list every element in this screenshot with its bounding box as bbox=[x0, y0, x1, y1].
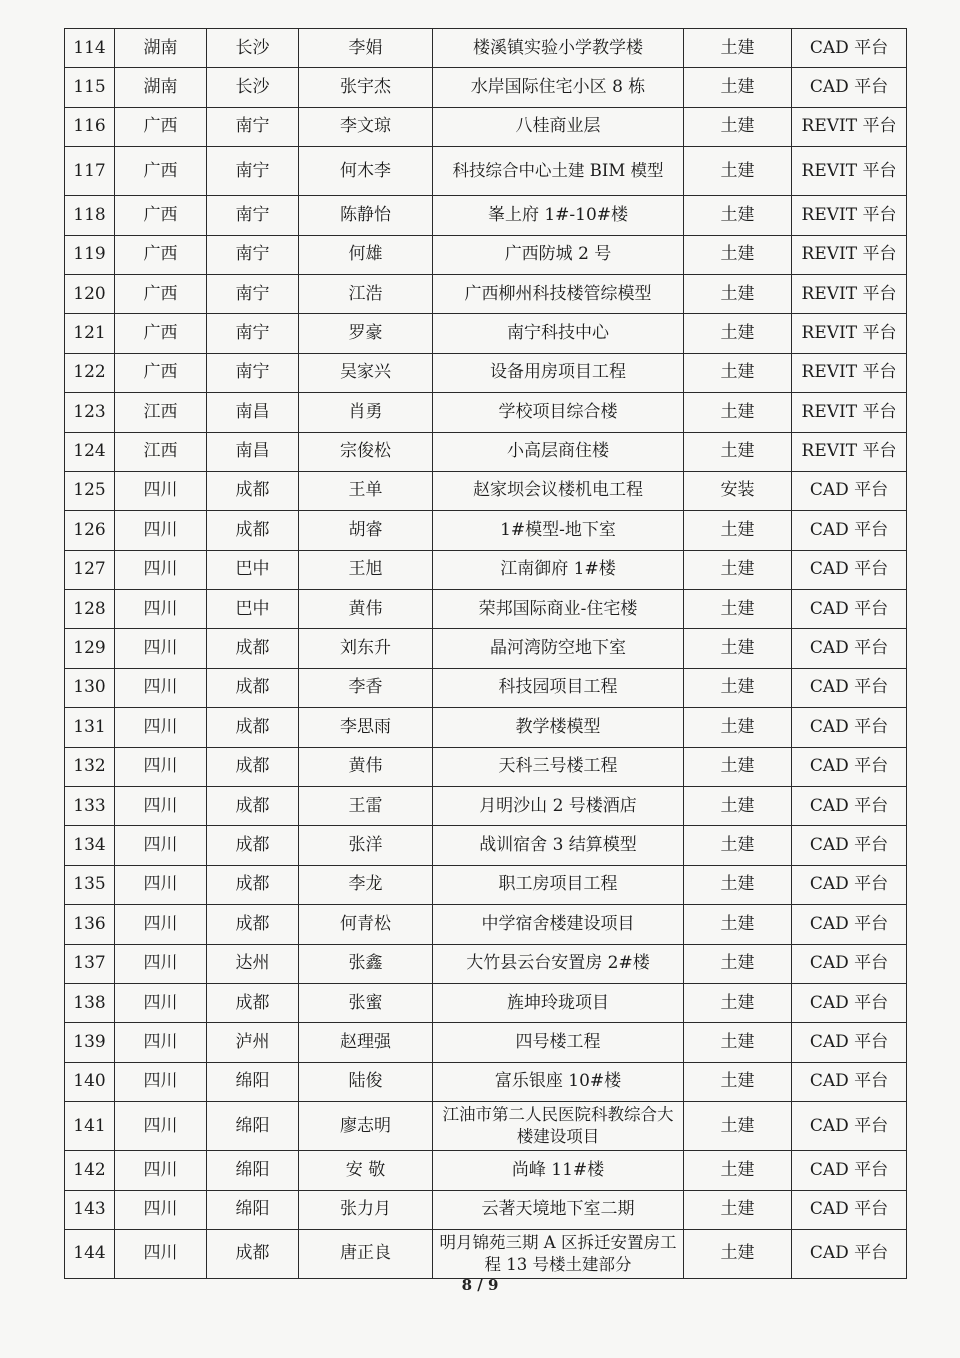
cell-type: 土建 bbox=[684, 747, 792, 786]
registration-table-sheet bbox=[64, 28, 906, 1279]
cell-type: 土建 bbox=[684, 629, 792, 668]
cell-name: 罗豪 bbox=[299, 314, 433, 353]
cell-province: 四川 bbox=[115, 826, 207, 865]
cell-type: 土建 bbox=[684, 274, 792, 313]
cell-city: 成都 bbox=[207, 983, 299, 1022]
cell-project: 1#模型-地下室 bbox=[433, 511, 684, 550]
cell-project: 小高层商住楼 bbox=[433, 432, 684, 471]
cell-type: 土建 bbox=[684, 905, 792, 944]
cell-number: 115 bbox=[65, 68, 115, 107]
cell-name: 李龙 bbox=[299, 865, 433, 904]
table-row bbox=[65, 1151, 907, 1190]
cell-number: 132 bbox=[65, 747, 115, 786]
cell-project: 荣邦国际商业-住宅楼 bbox=[433, 590, 684, 629]
cell-project: 大竹县云台安置房 2#楼 bbox=[433, 944, 684, 983]
cell-number: 118 bbox=[65, 196, 115, 235]
cell-platform: CAD 平台 bbox=[792, 629, 907, 668]
cell-city: 成都 bbox=[207, 826, 299, 865]
cell-type: 土建 bbox=[684, 787, 792, 826]
cell-name: 王雷 bbox=[299, 787, 433, 826]
table-row bbox=[65, 1023, 907, 1062]
cell-project: 楼溪镇实验小学教学楼 bbox=[433, 29, 684, 68]
cell-province: 四川 bbox=[115, 511, 207, 550]
cell-name: 李娟 bbox=[299, 29, 433, 68]
cell-province: 四川 bbox=[115, 905, 207, 944]
cell-city: 成都 bbox=[207, 787, 299, 826]
table-row bbox=[65, 550, 907, 589]
cell-type: 土建 bbox=[684, 432, 792, 471]
cell-platform: CAD 平台 bbox=[792, 68, 907, 107]
cell-province: 四川 bbox=[115, 787, 207, 826]
cell-city: 南昌 bbox=[207, 432, 299, 471]
cell-name: 唐正良 bbox=[299, 1229, 433, 1278]
cell-province: 四川 bbox=[115, 629, 207, 668]
cell-city: 长沙 bbox=[207, 68, 299, 107]
table-row bbox=[65, 29, 907, 68]
table-body bbox=[65, 29, 907, 1279]
cell-type: 土建 bbox=[684, 1062, 792, 1101]
table-row bbox=[65, 708, 907, 747]
cell-city: 南宁 bbox=[207, 107, 299, 146]
cell-province: 四川 bbox=[115, 550, 207, 589]
cell-platform: CAD 平台 bbox=[792, 944, 907, 983]
cell-number: 130 bbox=[65, 668, 115, 707]
cell-type: 土建 bbox=[684, 314, 792, 353]
cell-project: 学校项目综合楼 bbox=[433, 393, 684, 432]
cell-platform: CAD 平台 bbox=[792, 708, 907, 747]
cell-name: 何雄 bbox=[299, 235, 433, 274]
cell-project: 赵家坝会议楼机电工程 bbox=[433, 471, 684, 510]
cell-type: 土建 bbox=[684, 1229, 792, 1278]
cell-province: 广西 bbox=[115, 353, 207, 392]
cell-platform: CAD 平台 bbox=[792, 1062, 907, 1101]
cell-project: 广西柳州科技楼管综模型 bbox=[433, 274, 684, 313]
table-row bbox=[65, 1190, 907, 1229]
cell-project: 科技综合中心土建 BIM 模型 bbox=[433, 147, 684, 196]
cell-name: 张蜜 bbox=[299, 983, 433, 1022]
cell-type: 土建 bbox=[684, 107, 792, 146]
table-row bbox=[65, 590, 907, 629]
table-row bbox=[65, 235, 907, 274]
cell-city: 南宁 bbox=[207, 235, 299, 274]
cell-platform: REVIT 平台 bbox=[792, 353, 907, 392]
cell-city: 巴中 bbox=[207, 550, 299, 589]
cell-city: 巴中 bbox=[207, 590, 299, 629]
cell-city: 成都 bbox=[207, 629, 299, 668]
table-row bbox=[65, 668, 907, 707]
table-row bbox=[65, 944, 907, 983]
cell-province: 广西 bbox=[115, 235, 207, 274]
table-row bbox=[65, 147, 907, 196]
table-row bbox=[65, 1062, 907, 1101]
cell-type: 土建 bbox=[684, 393, 792, 432]
cell-city: 绵阳 bbox=[207, 1102, 299, 1151]
cell-platform: CAD 平台 bbox=[792, 511, 907, 550]
cell-province: 江西 bbox=[115, 393, 207, 432]
cell-platform: REVIT 平台 bbox=[792, 314, 907, 353]
cell-number: 128 bbox=[65, 590, 115, 629]
cell-platform: CAD 平台 bbox=[792, 826, 907, 865]
cell-number: 116 bbox=[65, 107, 115, 146]
cell-province: 广西 bbox=[115, 107, 207, 146]
cell-province: 四川 bbox=[115, 747, 207, 786]
cell-city: 绵阳 bbox=[207, 1190, 299, 1229]
cell-province: 广西 bbox=[115, 314, 207, 353]
cell-type: 土建 bbox=[684, 511, 792, 550]
cell-name: 王单 bbox=[299, 471, 433, 510]
cell-city: 绵阳 bbox=[207, 1062, 299, 1101]
cell-name: 陆俊 bbox=[299, 1062, 433, 1101]
cell-city: 长沙 bbox=[207, 29, 299, 68]
table-row bbox=[65, 629, 907, 668]
cell-project: 教学楼模型 bbox=[433, 708, 684, 747]
cell-project: 江油市第二人民医院科教综合大楼建设项目 bbox=[433, 1102, 684, 1151]
cell-city: 绵阳 bbox=[207, 1151, 299, 1190]
cell-number: 133 bbox=[65, 787, 115, 826]
cell-number: 124 bbox=[65, 432, 115, 471]
cell-city: 南昌 bbox=[207, 393, 299, 432]
cell-project: 四号楼工程 bbox=[433, 1023, 684, 1062]
cell-platform: CAD 平台 bbox=[792, 905, 907, 944]
cell-city: 南宁 bbox=[207, 274, 299, 313]
cell-project: 江南御府 1#楼 bbox=[433, 550, 684, 589]
cell-number: 141 bbox=[65, 1102, 115, 1151]
table-row bbox=[65, 353, 907, 392]
cell-type: 土建 bbox=[684, 983, 792, 1022]
table-row bbox=[65, 471, 907, 510]
cell-project: 明月锦苑三期 A 区拆迁安置房工程 13 号楼土建部分 bbox=[433, 1229, 684, 1278]
cell-platform: REVIT 平台 bbox=[792, 107, 907, 146]
cell-platform: REVIT 平台 bbox=[792, 147, 907, 196]
cell-number: 140 bbox=[65, 1062, 115, 1101]
cell-platform: REVIT 平台 bbox=[792, 274, 907, 313]
cell-project: 八桂商业层 bbox=[433, 107, 684, 146]
cell-name: 江浩 bbox=[299, 274, 433, 313]
cell-type: 土建 bbox=[684, 865, 792, 904]
cell-project: 水岸国际住宅小区 8 栋 bbox=[433, 68, 684, 107]
cell-province: 四川 bbox=[115, 1151, 207, 1190]
cell-platform: CAD 平台 bbox=[792, 590, 907, 629]
cell-platform: CAD 平台 bbox=[792, 1102, 907, 1151]
cell-type: 土建 bbox=[684, 68, 792, 107]
table-row bbox=[65, 314, 907, 353]
cell-platform: CAD 平台 bbox=[792, 983, 907, 1022]
cell-name: 李思雨 bbox=[299, 708, 433, 747]
cell-type: 土建 bbox=[684, 1102, 792, 1151]
cell-number: 125 bbox=[65, 471, 115, 510]
cell-type: 土建 bbox=[684, 668, 792, 707]
cell-project: 科技园项目工程 bbox=[433, 668, 684, 707]
cell-project: 广西防城 2 号 bbox=[433, 235, 684, 274]
cell-number: 143 bbox=[65, 1190, 115, 1229]
cell-number: 139 bbox=[65, 1023, 115, 1062]
cell-province: 四川 bbox=[115, 1102, 207, 1151]
table-row bbox=[65, 826, 907, 865]
cell-number: 129 bbox=[65, 629, 115, 668]
cell-type: 土建 bbox=[684, 1190, 792, 1229]
cell-province: 四川 bbox=[115, 1062, 207, 1101]
cell-name: 宗俊松 bbox=[299, 432, 433, 471]
cell-province: 湖南 bbox=[115, 68, 207, 107]
cell-type: 土建 bbox=[684, 550, 792, 589]
cell-name: 廖志明 bbox=[299, 1102, 433, 1151]
cell-province: 湖南 bbox=[115, 29, 207, 68]
cell-city: 南宁 bbox=[207, 314, 299, 353]
cell-project: 富乐银座 10#楼 bbox=[433, 1062, 684, 1101]
table-row bbox=[65, 747, 907, 786]
cell-type: 土建 bbox=[684, 944, 792, 983]
cell-platform: CAD 平台 bbox=[792, 865, 907, 904]
cell-number: 127 bbox=[65, 550, 115, 589]
registration-table bbox=[64, 28, 907, 1279]
cell-city: 南宁 bbox=[207, 147, 299, 196]
cell-type: 土建 bbox=[684, 196, 792, 235]
cell-city: 成都 bbox=[207, 471, 299, 510]
cell-name: 吴家兴 bbox=[299, 353, 433, 392]
cell-type: 土建 bbox=[684, 708, 792, 747]
table-row bbox=[65, 68, 907, 107]
cell-platform: REVIT 平台 bbox=[792, 235, 907, 274]
cell-name: 李香 bbox=[299, 668, 433, 707]
cell-project: 设备用房项目工程 bbox=[433, 353, 684, 392]
cell-city: 南宁 bbox=[207, 353, 299, 392]
cell-number: 120 bbox=[65, 274, 115, 313]
cell-name: 王旭 bbox=[299, 550, 433, 589]
table-row bbox=[65, 432, 907, 471]
cell-number: 137 bbox=[65, 944, 115, 983]
cell-province: 四川 bbox=[115, 590, 207, 629]
cell-name: 张力月 bbox=[299, 1190, 433, 1229]
cell-number: 138 bbox=[65, 983, 115, 1022]
cell-type: 土建 bbox=[684, 590, 792, 629]
cell-project: 中学宿舍楼建设项目 bbox=[433, 905, 684, 944]
cell-province: 江西 bbox=[115, 432, 207, 471]
cell-province: 四川 bbox=[115, 668, 207, 707]
cell-name: 黄伟 bbox=[299, 747, 433, 786]
cell-platform: CAD 平台 bbox=[792, 747, 907, 786]
cell-type: 土建 bbox=[684, 1023, 792, 1062]
cell-project: 晶河湾防空地下室 bbox=[433, 629, 684, 668]
cell-name: 张鑫 bbox=[299, 944, 433, 983]
cell-city: 泸州 bbox=[207, 1023, 299, 1062]
cell-city: 成都 bbox=[207, 905, 299, 944]
cell-type: 土建 bbox=[684, 147, 792, 196]
cell-name: 张宇杰 bbox=[299, 68, 433, 107]
cell-province: 四川 bbox=[115, 865, 207, 904]
cell-platform: CAD 平台 bbox=[792, 471, 907, 510]
cell-platform: CAD 平台 bbox=[792, 1190, 907, 1229]
cell-city: 达州 bbox=[207, 944, 299, 983]
cell-province: 四川 bbox=[115, 1023, 207, 1062]
table-row bbox=[65, 865, 907, 904]
cell-project: 旌坤玲珑项目 bbox=[433, 983, 684, 1022]
cell-project: 天科三号楼工程 bbox=[433, 747, 684, 786]
cell-province: 四川 bbox=[115, 471, 207, 510]
table-row bbox=[65, 196, 907, 235]
cell-type: 土建 bbox=[684, 826, 792, 865]
cell-project: 月明沙山 2 号楼酒店 bbox=[433, 787, 684, 826]
cell-project: 尚峰 11#楼 bbox=[433, 1151, 684, 1190]
cell-platform: REVIT 平台 bbox=[792, 432, 907, 471]
cell-province: 四川 bbox=[115, 944, 207, 983]
cell-project: 南宁科技中心 bbox=[433, 314, 684, 353]
cell-number: 121 bbox=[65, 314, 115, 353]
cell-number: 134 bbox=[65, 826, 115, 865]
cell-province: 四川 bbox=[115, 708, 207, 747]
cell-number: 126 bbox=[65, 511, 115, 550]
cell-number: 131 bbox=[65, 708, 115, 747]
cell-name: 刘东升 bbox=[299, 629, 433, 668]
cell-project: 战训宿舍 3 结算模型 bbox=[433, 826, 684, 865]
cell-project: 云著天境地下室二期 bbox=[433, 1190, 684, 1229]
cell-city: 成都 bbox=[207, 865, 299, 904]
cell-name: 安 敬 bbox=[299, 1151, 433, 1190]
table-row bbox=[65, 1102, 907, 1151]
cell-number: 123 bbox=[65, 393, 115, 432]
table-row bbox=[65, 983, 907, 1022]
cell-platform: CAD 平台 bbox=[792, 668, 907, 707]
table-row bbox=[65, 393, 907, 432]
table-row bbox=[65, 511, 907, 550]
cell-name: 张洋 bbox=[299, 826, 433, 865]
cell-city: 成都 bbox=[207, 1229, 299, 1278]
cell-platform: CAD 平台 bbox=[792, 29, 907, 68]
cell-city: 成都 bbox=[207, 511, 299, 550]
cell-name: 陈静怡 bbox=[299, 196, 433, 235]
cell-platform: CAD 平台 bbox=[792, 1023, 907, 1062]
cell-number: 114 bbox=[65, 29, 115, 68]
cell-province: 广西 bbox=[115, 147, 207, 196]
cell-province: 四川 bbox=[115, 1229, 207, 1278]
cell-type: 土建 bbox=[684, 353, 792, 392]
cell-number: 122 bbox=[65, 353, 115, 392]
cell-city: 南宁 bbox=[207, 196, 299, 235]
cell-name: 何木李 bbox=[299, 147, 433, 196]
cell-province: 四川 bbox=[115, 983, 207, 1022]
cell-name: 何青松 bbox=[299, 905, 433, 944]
cell-platform: REVIT 平台 bbox=[792, 393, 907, 432]
cell-project: 峯上府 1#-10#楼 bbox=[433, 196, 684, 235]
cell-name: 肖勇 bbox=[299, 393, 433, 432]
cell-number: 117 bbox=[65, 147, 115, 196]
cell-province: 广西 bbox=[115, 274, 207, 313]
cell-city: 成都 bbox=[207, 708, 299, 747]
cell-type: 土建 bbox=[684, 235, 792, 274]
cell-platform: REVIT 平台 bbox=[792, 196, 907, 235]
cell-name: 胡睿 bbox=[299, 511, 433, 550]
cell-number: 135 bbox=[65, 865, 115, 904]
cell-name: 李文琼 bbox=[299, 107, 433, 146]
page-number: 8 / 9 bbox=[461, 1276, 499, 1294]
table-row bbox=[65, 274, 907, 313]
table-row bbox=[65, 107, 907, 146]
cell-province: 广西 bbox=[115, 196, 207, 235]
table-row bbox=[65, 905, 907, 944]
cell-platform: CAD 平台 bbox=[792, 550, 907, 589]
cell-name: 赵理强 bbox=[299, 1023, 433, 1062]
cell-platform: CAD 平台 bbox=[792, 1229, 907, 1278]
cell-type: 土建 bbox=[684, 1151, 792, 1190]
cell-name: 黄伟 bbox=[299, 590, 433, 629]
cell-type: 安装 bbox=[684, 471, 792, 510]
cell-platform: CAD 平台 bbox=[792, 1151, 907, 1190]
cell-province: 四川 bbox=[115, 1190, 207, 1229]
cell-number: 136 bbox=[65, 905, 115, 944]
cell-project: 职工房项目工程 bbox=[433, 865, 684, 904]
cell-number: 119 bbox=[65, 235, 115, 274]
cell-type: 土建 bbox=[684, 29, 792, 68]
cell-city: 成都 bbox=[207, 747, 299, 786]
cell-number: 142 bbox=[65, 1151, 115, 1190]
table-row bbox=[65, 1229, 907, 1278]
cell-number: 144 bbox=[65, 1229, 115, 1278]
cell-city: 成都 bbox=[207, 668, 299, 707]
cell-platform: CAD 平台 bbox=[792, 787, 907, 826]
table-row bbox=[65, 787, 907, 826]
